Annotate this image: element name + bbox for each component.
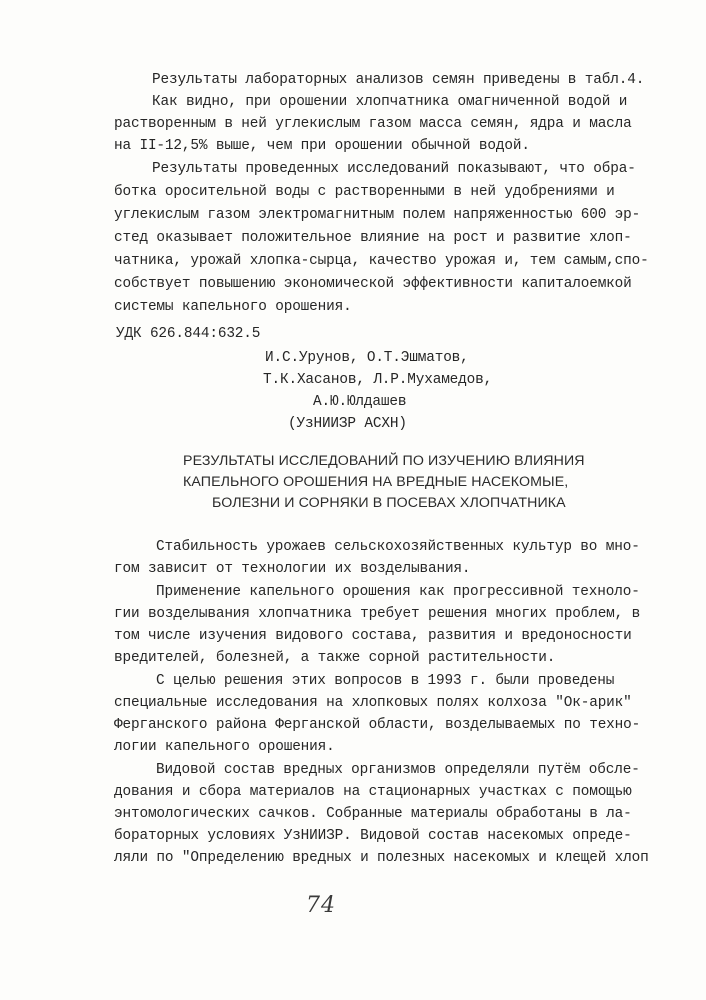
paragraph-3-line-1: Стабильность урожаев сельскохозяйственных культур во мно- [156, 539, 640, 555]
udk-code: УДК 626.844:632.5 [116, 326, 261, 342]
paragraph-1-line-1: Результаты лабораторных анализов семян приведены в табл.4. [152, 72, 645, 88]
paragraph-6-line-4: бораторных условиях УзНИИЗР. Видовой состав насекомых опреде- [114, 828, 632, 844]
paragraph-4-line-3: том числе изучения видового состава, развития и вредоносности [114, 628, 632, 644]
authors-line-1: И.С.Урунов, О.Т.Эшматов, [265, 350, 469, 366]
paragraph-1-line-3: растворенным в ней углекислым газом масса семян, ядра и масла [114, 116, 632, 132]
article-title-line-1: РЕЗУЛЬТАТЫ ИССЛЕДОВАНИЙ ПО ИЗУЧЕНИЮ ВЛИЯНИЯ [183, 453, 585, 469]
paragraph-6-line-2: дования и сбора материалов на стационарных участках с помощью [114, 784, 632, 800]
paragraph-4-line-4: вредителей, болезней, а также сорной растительности. [114, 650, 556, 666]
authors-line-2: Т.К.Хасанов, Л.Р.Мухамедов, [263, 372, 493, 388]
paragraph-2-line-4: стед оказывает положительное влияние на рост и развитие хлоп- [114, 230, 632, 246]
paragraph-5-line-4: логии капельного орошения. [114, 739, 335, 755]
paragraph-5-line-2: специальные исследования на хлопковых полях колхоза "Ок-арик" [114, 695, 632, 711]
paragraph-6-line-1: Видовой состав вредных организмов определяли путём обсле- [156, 762, 640, 778]
paragraph-2-line-7: системы капельного орошения. [114, 299, 352, 315]
paragraph-6-line-5: ляли по "Определению вредных и полезных насекомых и клещей хлоп [114, 850, 649, 866]
paragraph-3-line-2: гом зависит от технологии их возделывания. [114, 561, 471, 577]
paragraph-2-line-5: чатника, урожай хлопка-сырца, качество урожая и, тем самым,спо- [114, 253, 649, 269]
paragraph-2-line-3: углекислым газом электромагнитным полем напряженностью 600 эр- [114, 207, 641, 223]
paragraph-5-line-3: Ферганского района Ферганской области, возделываемых по техно- [114, 717, 641, 733]
paragraph-2-line-1: Результаты проведенных исследований показывают, что обра- [152, 161, 636, 177]
article-title-line-3: БОЛЕЗНИ И СОРНЯКИ В ПОСЕВАХ ХЛОПЧАТНИКА [212, 495, 566, 511]
paragraph-4-line-2: гии возделывания хлопчатника требует решения многих проблем, в [114, 606, 641, 622]
paragraph-6-line-3: энтомологических сачков. Собранные материалы обработаны в ла- [114, 806, 632, 822]
page-number: 74 [306, 893, 336, 918]
paragraph-4-line-1: Применение капельного орошения как прогрессивной техноло- [156, 584, 640, 600]
paragraph-1-line-4: на II-12,5% выше, чем при орошении обычной водой. [114, 138, 530, 154]
authors-line-3: А.Ю.Юлдашев [313, 394, 407, 410]
paragraph-5-line-1: С целью решения этих вопросов в 1993 г. были проведены [156, 673, 615, 689]
article-title-line-2: КАПЕЛЬНОГО ОРОШЕНИЯ НА ВРЕДНЫЕ НАСЕКОМЫЕ, [183, 474, 569, 490]
paragraph-2-line-6: собствует повышению экономической эффективности капиталоемкой [114, 276, 632, 292]
authors-affiliation: (УзНИИЗР АСХН) [288, 416, 407, 432]
paragraph-2-line-2: ботка оросительной воды с растворенными в ней удобрениями и [114, 184, 615, 200]
paragraph-1-line-2: Как видно, при орошении хлопчатника омагниченной водой и [152, 94, 628, 110]
